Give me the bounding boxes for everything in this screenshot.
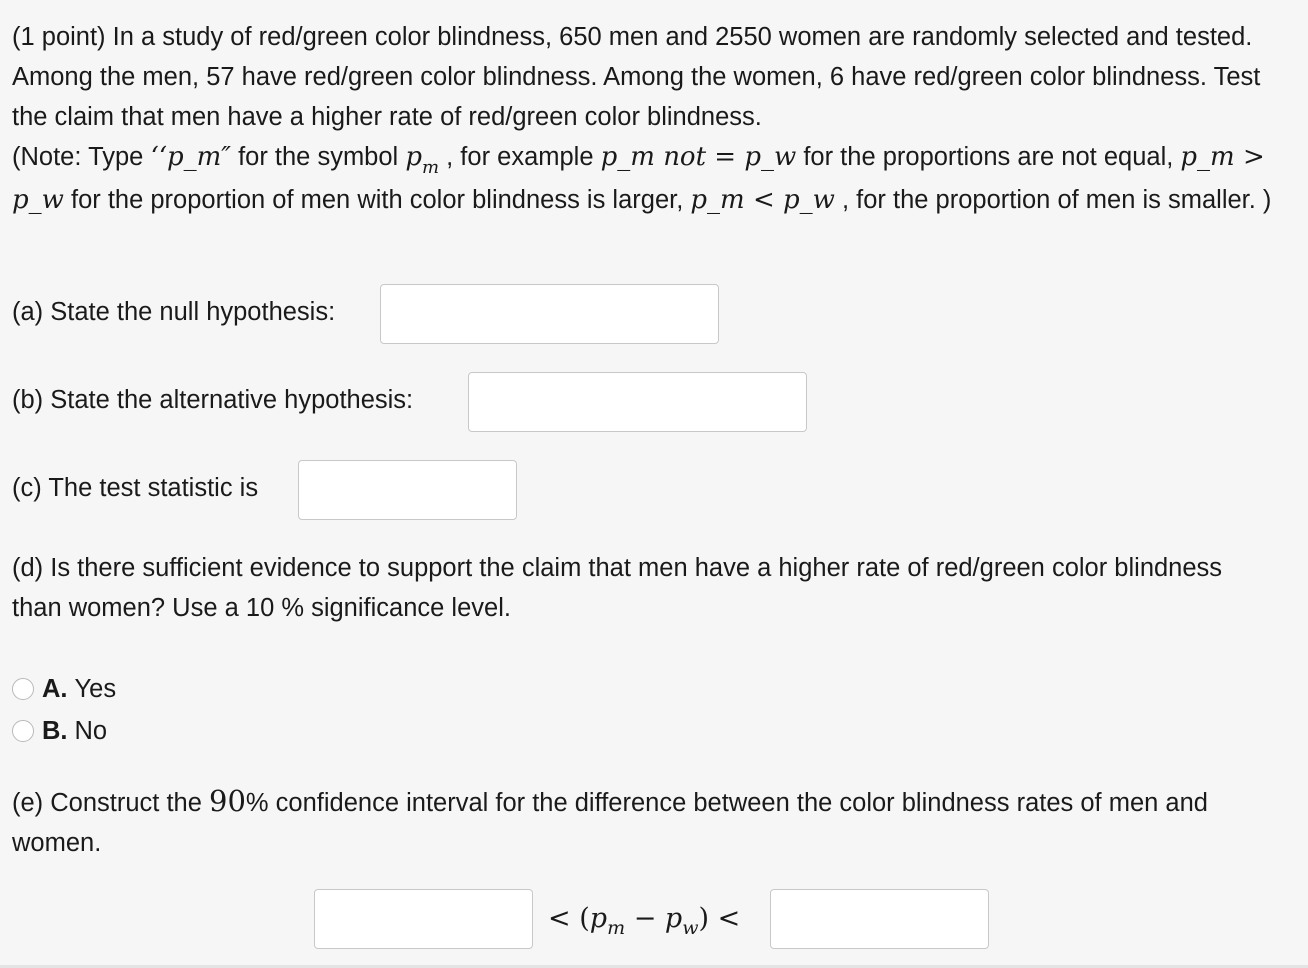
note-symbol-p: p bbox=[405, 142, 422, 172]
note-for-example: , for example bbox=[439, 143, 601, 171]
note-open: (Note: Type bbox=[12, 143, 151, 171]
part-c-label: (c) The test statistic is bbox=[12, 474, 259, 502]
ci-less-right: < bbox=[717, 903, 741, 934]
part-e-question bbox=[12, 781, 1302, 863]
option-yes-letter: A. bbox=[42, 674, 68, 703]
part-e-confidence: 90 bbox=[209, 784, 246, 818]
null-hypothesis-input[interactable] bbox=[380, 284, 719, 344]
note-symbol-sub: m bbox=[421, 157, 440, 178]
ci-p2: p bbox=[664, 903, 683, 934]
note-for-the-symbol: for the symbol bbox=[230, 143, 406, 171]
part-d-question: (d) Is there sufficient evidence to support the claim that men have a higher rate of red/green color blindness than women? Use a 10 % significance level. bbox=[12, 554, 1223, 622]
option-yes-label: Yes bbox=[74, 674, 117, 703]
ci-close: ) bbox=[698, 903, 710, 934]
part-b-label: (b) State the alternative hypothesis: bbox=[12, 386, 414, 414]
ci-less-left: < bbox=[548, 903, 571, 934]
ci-lower-input[interactable] bbox=[314, 889, 533, 949]
example-not-equal: p_m not = p_w bbox=[600, 142, 797, 172]
note-less-desc: , for the proportion of men is smaller. ) bbox=[834, 186, 1272, 214]
option-no-label: No bbox=[74, 716, 108, 745]
ci-upper-input[interactable] bbox=[770, 889, 989, 949]
note-not-equal-desc: for the proportions are not equal, bbox=[796, 143, 1181, 171]
ci-open: ( bbox=[579, 903, 590, 934]
ci-p1-sub: m bbox=[607, 917, 626, 939]
option-no[interactable] bbox=[12, 716, 107, 746]
test-statistic-input[interactable] bbox=[298, 460, 517, 520]
ci-p2-sub: w bbox=[682, 917, 699, 939]
radio-yes[interactable] bbox=[12, 678, 34, 700]
example-less: p_m < p_w bbox=[690, 185, 835, 215]
alternative-hypothesis-input[interactable] bbox=[468, 372, 807, 432]
ci-minus: − bbox=[633, 903, 657, 934]
note-symbol-typed: ‘‘p_m″ bbox=[150, 142, 231, 172]
ci-p1: p bbox=[589, 903, 608, 934]
problem-statement bbox=[12, 17, 1302, 220]
problem-points: (1 point) bbox=[12, 23, 106, 51]
example-greater: p_m > p_w bbox=[12, 142, 1265, 215]
ci-expression bbox=[548, 897, 740, 941]
part-e-after: % confidence interval for the difference between the color blindness rates of men and women. bbox=[12, 789, 1208, 857]
option-yes[interactable] bbox=[12, 674, 116, 704]
radio-no[interactable] bbox=[12, 720, 34, 742]
part-a-label: (a) State the null hypothesis: bbox=[12, 298, 336, 326]
note-greater-desc: for the proportion of men with color blindness is larger, bbox=[63, 186, 691, 214]
problem-text: In a study of red/green color blindness, 650 men and 2550 women are randomly selected and tested. Among the men, 57 have red/green color blindness. Among the women, 6 have red/green color blindness. Test the claim that men have a higher rate of red/green color blindness. bbox=[12, 23, 1261, 131]
option-no-letter: B. bbox=[42, 716, 68, 745]
part-e-before: (e) Construct the bbox=[12, 789, 209, 817]
